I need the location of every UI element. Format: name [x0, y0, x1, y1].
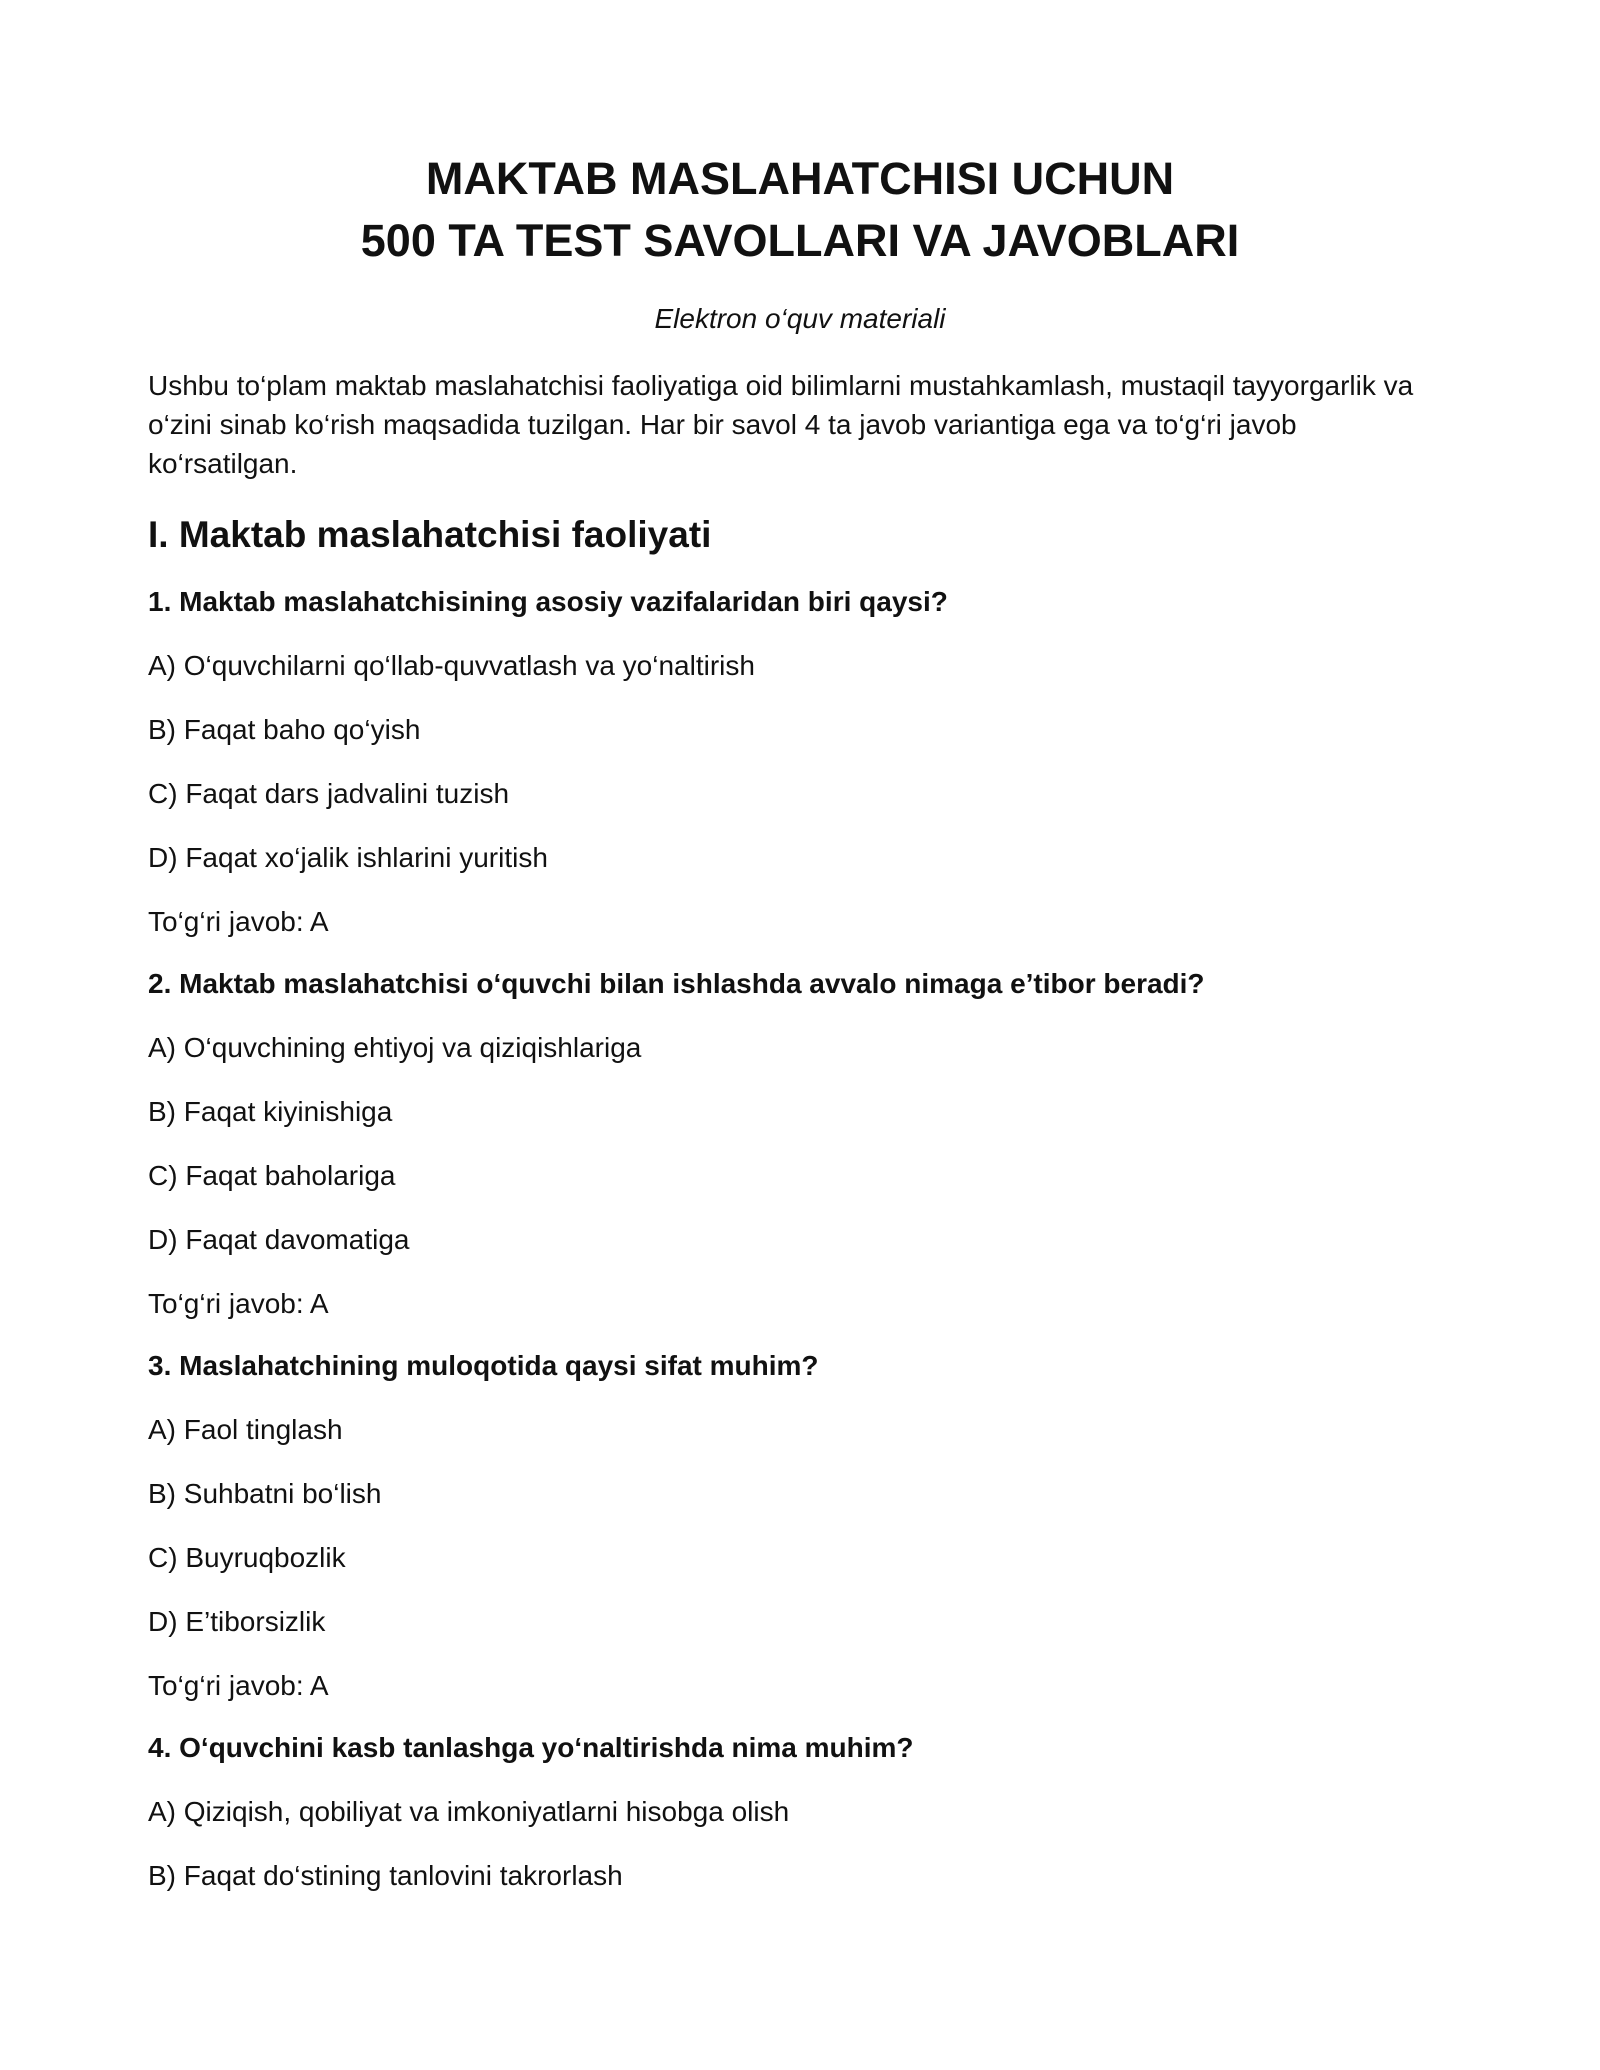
- option-b: B) Faqat do‘stining tanlovini takrorlash: [148, 1860, 623, 1891]
- option-c: C) Faqat dars jadvalini tuzish: [148, 778, 510, 809]
- option-c: C) Buyruqbozlik: [148, 1542, 346, 1573]
- option-a: A) Qiziqish, qobiliyat va imkoniyatlarni hisobga olish: [148, 1796, 790, 1827]
- question-2: [148, 967, 1452, 1321]
- question-3: [148, 1349, 1452, 1703]
- option-b: B) Faqat kiyinishiga: [148, 1096, 393, 1127]
- title-line-2: 500 TA TEST SAVOLLARI VA JAVOBLARI: [360, 215, 1240, 266]
- option-d: D) Faqat xo‘jalik ishlarini yuritish: [148, 842, 548, 873]
- correct-answer: To‘g‘ri javob: A: [148, 1288, 329, 1319]
- intro-paragraph: Ushbu to‘plam maktab maslahatchisi faoliyatiga oid bilimlarni mustahkamlash, mustaqil tayyorgarlik va o‘zini sinab ko‘rish maqsadida tuzilgan. Har bir savol 4 ta javob variantiga ega va to‘g‘ri javob ko‘rsatilgan.: [148, 370, 1414, 479]
- question-1: [148, 585, 1452, 939]
- question-title: 4. O‘quvchini kasb tanlashga yo‘naltirishda nima muhim?: [148, 1732, 914, 1763]
- question-title: 3. Maslahatchining muloqotida qaysi sifat muhim?: [148, 1350, 819, 1381]
- question-4: [148, 1731, 1452, 1893]
- correct-answer: To‘g‘ri javob: A: [148, 906, 329, 937]
- document-title: [148, 148, 1452, 272]
- document-subtitle: Elektron o‘quv materiali: [654, 303, 946, 334]
- option-a: A) O‘quvchining ehtiyoj va qiziqishlariga: [148, 1032, 642, 1063]
- option-b: B) Faqat baho qo‘yish: [148, 714, 421, 745]
- option-a: A) Faol tinglash: [148, 1414, 343, 1445]
- question-title: 2. Maktab maslahatchisi o‘quvchi bilan ishlashda avvalo nimaga e’tibor beradi?: [148, 968, 1205, 999]
- option-b: B) Suhbatni bo‘lish: [148, 1478, 382, 1509]
- option-d: D) Faqat davomatiga: [148, 1224, 410, 1255]
- correct-answer: To‘g‘ri javob: A: [148, 1670, 329, 1701]
- title-line-1: MAKTAB MASLAHATCHISI UCHUN: [425, 153, 1175, 204]
- section-heading: I. Maktab maslahatchisi faoliyati: [148, 514, 712, 555]
- option-d: D) E’tiborsizlik: [148, 1606, 326, 1637]
- option-c: C) Faqat baholariga: [148, 1160, 396, 1191]
- option-a: A) O‘quvchilarni qo‘llab-quvvatlash va yo‘naltirish: [148, 650, 755, 681]
- question-title: 1. Maktab maslahatchisining asosiy vazifalaridan biri qaysi?: [148, 586, 948, 617]
